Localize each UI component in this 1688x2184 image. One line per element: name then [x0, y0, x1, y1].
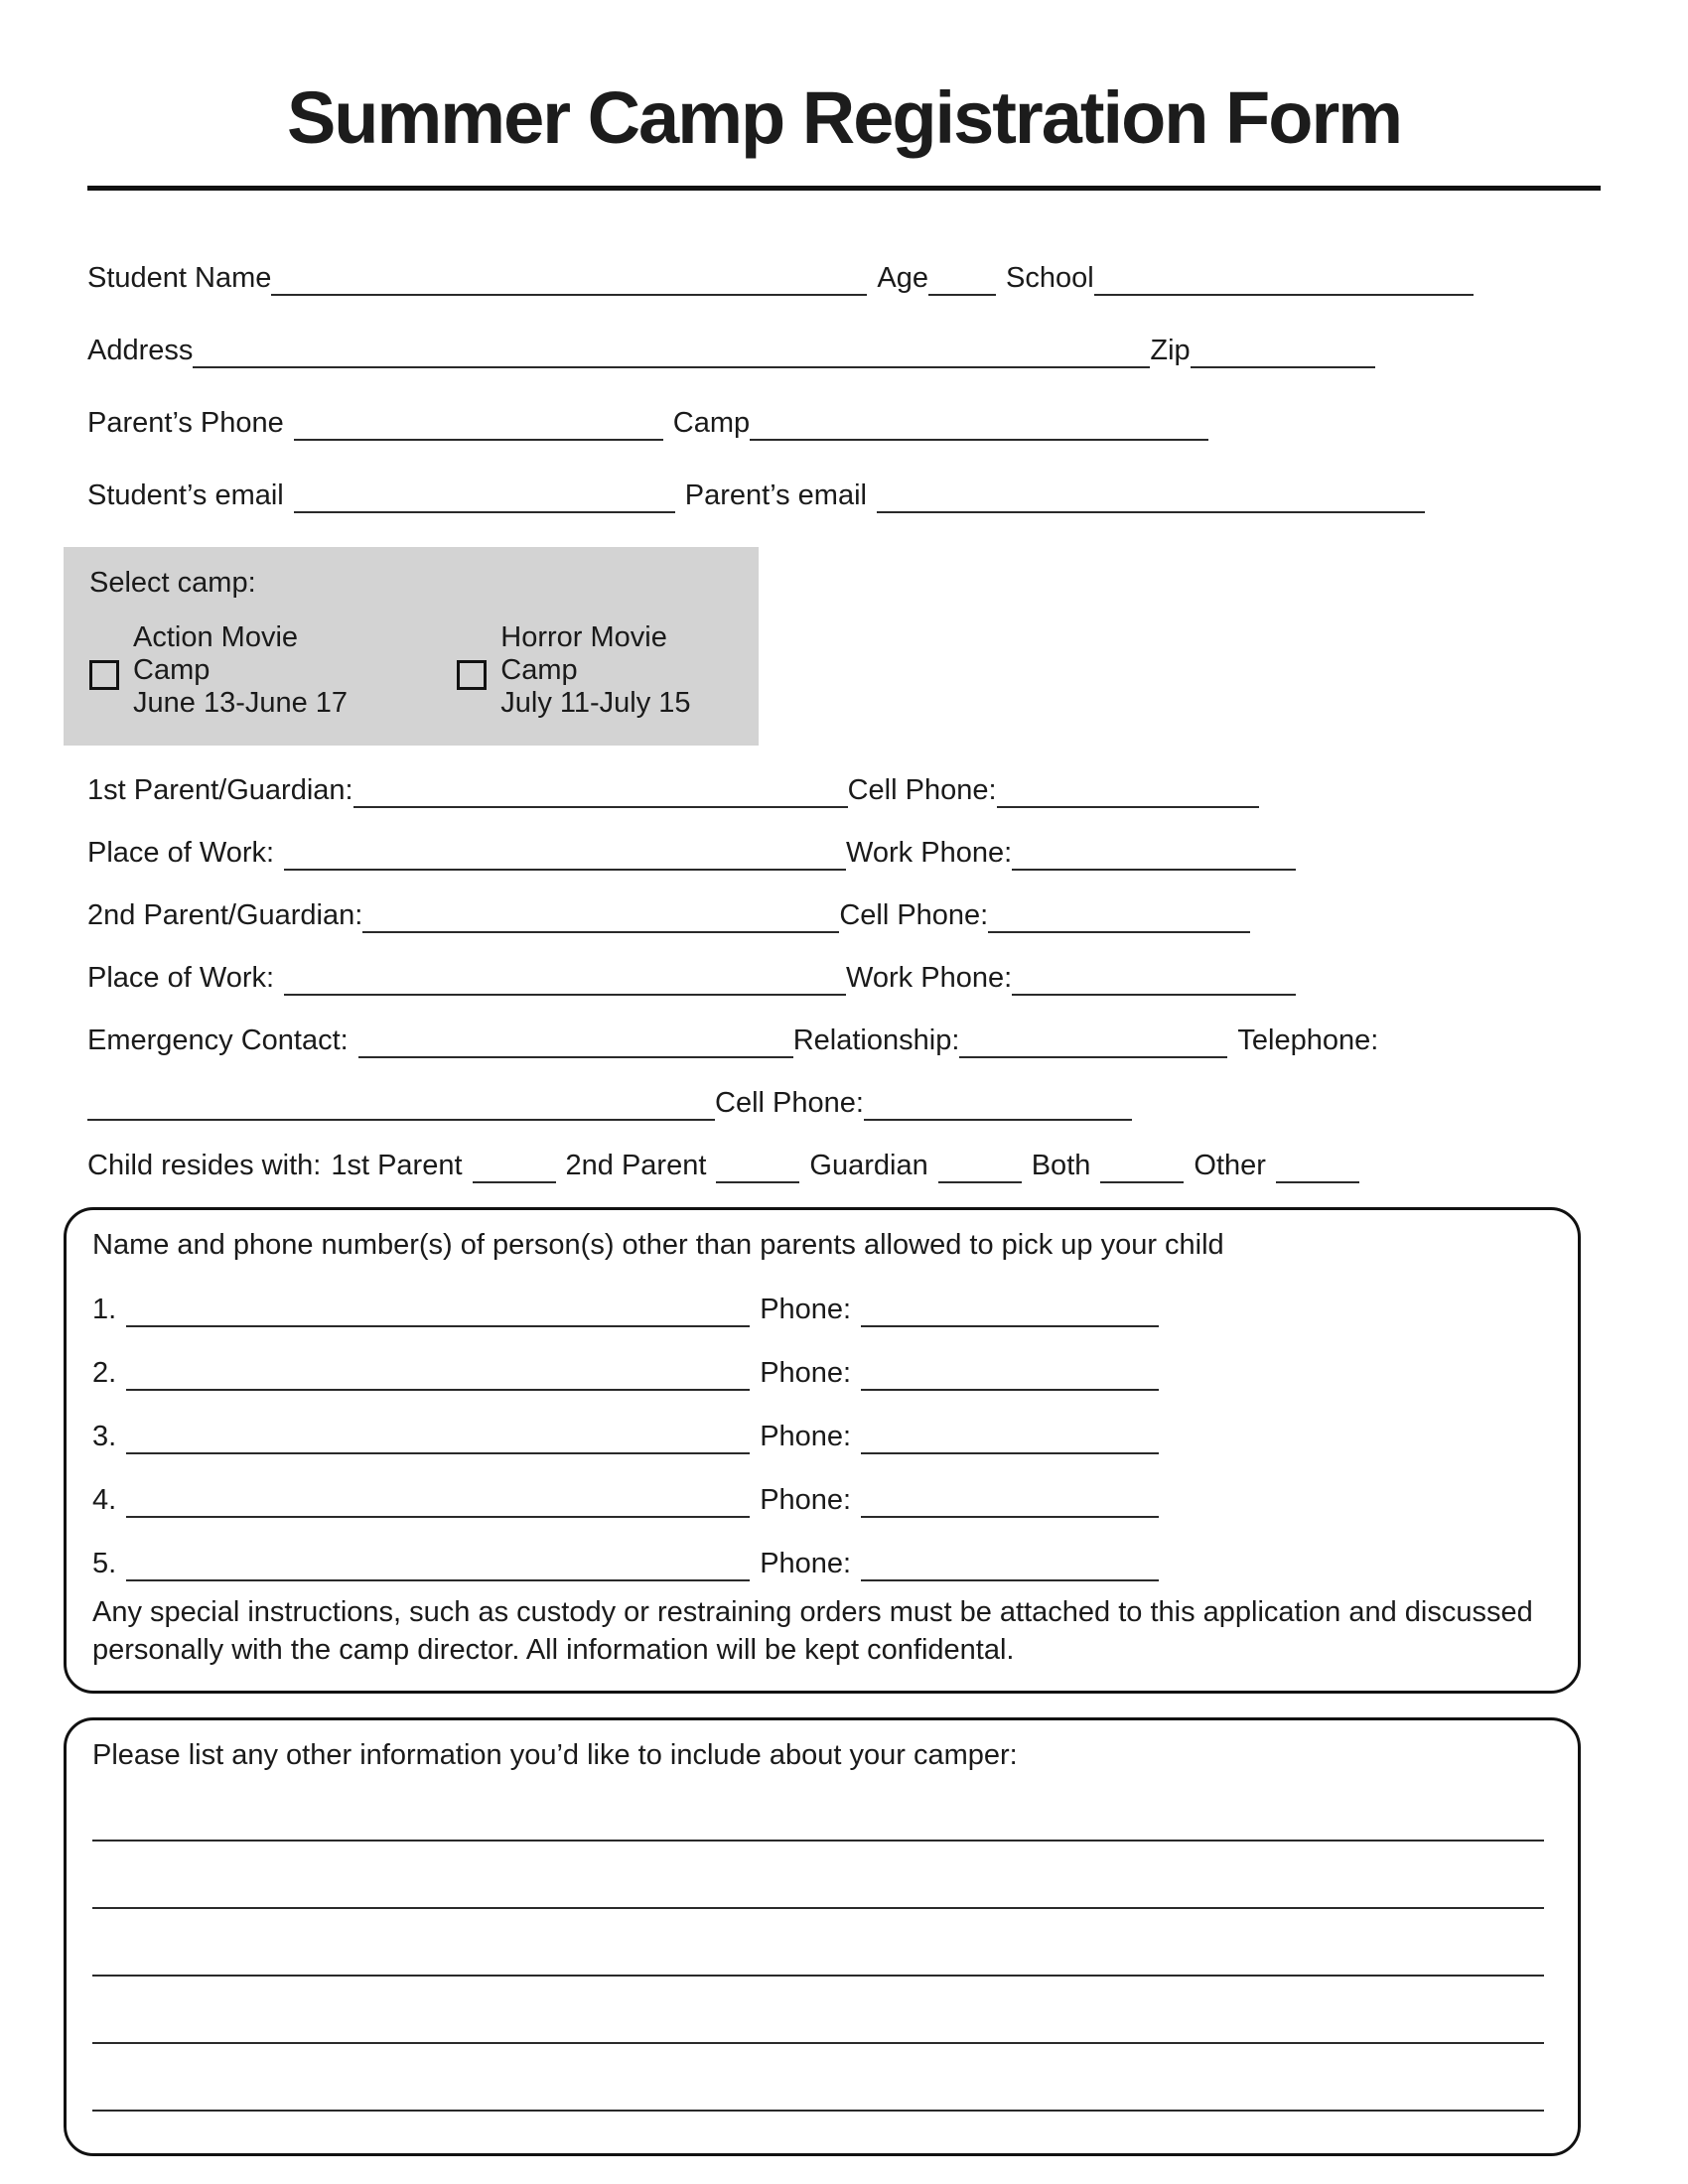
students-email-label: Student’s email — [87, 479, 284, 511]
resides-option-other: Other — [1194, 1150, 1266, 1181]
other-info-heading: Please list any other information you’d like to include about your camper: — [92, 1739, 1018, 1771]
child-resides-label: Child resides with: — [87, 1150, 322, 1181]
pickup-row-5 — [92, 1546, 1548, 1581]
pickup-phone-field-4[interactable] — [861, 1488, 1159, 1518]
parents-email-label: Parent’s email — [684, 479, 867, 511]
resides-option-first-parent: 1st Parent — [331, 1150, 463, 1181]
action-camp-dates: June 13-June 17 — [133, 687, 349, 719]
pickup-number: 3. — [92, 1421, 117, 1452]
second-place-of-work-field[interactable] — [284, 966, 846, 996]
resides-second-parent-field[interactable] — [716, 1154, 799, 1183]
pickup-row-2 — [92, 1355, 1548, 1391]
emergency-contact-row — [87, 1023, 1601, 1058]
relationship-label: Relationship: — [792, 1024, 960, 1056]
resides-option-both: Both — [1031, 1150, 1091, 1181]
emergency-cell-row — [87, 1085, 1601, 1121]
pickup-phone-field-3[interactable] — [861, 1425, 1159, 1454]
other-info-line-4[interactable] — [92, 2042, 1544, 2044]
pickup-row-3 — [92, 1419, 1548, 1454]
special-instructions-note: Any special instructions, such as custody or restraining orders must be attached to this application and discussed personally with the camp director. All information will be kept confidental. — [92, 1596, 1533, 1666]
second-work-phone-field[interactable] — [1012, 966, 1296, 996]
pickup-name-field-3[interactable] — [126, 1425, 750, 1454]
phone-label: Phone: — [760, 1421, 852, 1452]
first-work-row — [87, 835, 1601, 871]
first-guardian-row — [87, 772, 1601, 808]
second-guardian-row — [87, 897, 1601, 933]
address-field[interactable] — [193, 339, 1150, 368]
emails-row — [87, 478, 1601, 513]
select-camp-box — [64, 547, 759, 746]
parents-email-field[interactable] — [877, 483, 1425, 513]
pickup-phone-field-2[interactable] — [861, 1361, 1159, 1391]
title-divider — [87, 186, 1601, 191]
age-label: Age — [877, 262, 928, 294]
child-resides-row — [87, 1148, 1601, 1183]
first-guardian-field[interactable] — [353, 778, 848, 808]
camp-option-action[interactable] — [89, 621, 365, 720]
school-field[interactable] — [1094, 266, 1474, 296]
resides-option-guardian: Guardian — [809, 1150, 928, 1181]
resides-guardian-field[interactable] — [938, 1154, 1022, 1183]
pickup-name-field-1[interactable] — [126, 1297, 750, 1327]
action-camp-name: Action Movie Camp — [133, 621, 299, 686]
pickup-name-field-5[interactable] — [126, 1552, 750, 1581]
first-guardian-label: 1st Parent/Guardian: — [87, 774, 353, 806]
student-name-row — [87, 260, 1601, 296]
cell-phone-label: Cell Phone: — [847, 774, 997, 806]
work-phone-label: Work Phone: — [846, 837, 1013, 869]
phone-label: Phone: — [760, 1548, 852, 1579]
horror-camp-name: Horror Movie Camp — [500, 621, 667, 686]
first-work-phone-field[interactable] — [1012, 841, 1296, 871]
pickup-name-field-2[interactable] — [126, 1361, 750, 1391]
parents-phone-label: Parent’s Phone — [87, 407, 284, 439]
relationship-field[interactable] — [959, 1028, 1227, 1058]
emergency-contact-label: Emergency Contact: — [87, 1024, 349, 1056]
zip-field[interactable] — [1191, 339, 1375, 368]
second-guardian-cell-field[interactable] — [988, 903, 1250, 933]
horror-camp-checkbox[interactable] — [457, 660, 487, 690]
zip-label: Zip — [1150, 335, 1191, 366]
other-info-line-1[interactable] — [92, 1840, 1544, 1842]
work-phone-label: Work Phone: — [846, 962, 1013, 994]
select-camp-label: Select camp: — [89, 567, 256, 599]
address-label: Address — [87, 335, 194, 366]
pickup-number: 2. — [92, 1357, 117, 1389]
emergency-contact-field[interactable] — [358, 1028, 793, 1058]
camp-field[interactable] — [750, 411, 1208, 441]
camp-options — [89, 621, 735, 720]
cell-phone-label: Cell Phone: — [715, 1087, 864, 1119]
students-email-field[interactable] — [294, 483, 675, 513]
resides-option-second-parent: 2nd Parent — [565, 1150, 707, 1181]
pickup-heading: Name and phone number(s) of person(s) other than parents allowed to pick up your child — [92, 1229, 1224, 1261]
first-guardian-cell-field[interactable] — [997, 778, 1259, 808]
camp-label: Camp — [672, 407, 751, 439]
parents-phone-row — [87, 405, 1601, 441]
emergency-cell-field[interactable] — [864, 1091, 1132, 1121]
phone-label: Phone: — [760, 1357, 852, 1389]
page-title: Summer Camp Registration Form — [286, 76, 1402, 159]
telephone-label: Telephone: — [1237, 1024, 1379, 1056]
camp-option-horror[interactable] — [457, 621, 735, 720]
phone-label: Phone: — [760, 1484, 852, 1516]
student-name-label: Student Name — [87, 262, 272, 294]
pickup-name-field-4[interactable] — [126, 1488, 750, 1518]
pickup-number: 1. — [92, 1294, 117, 1325]
cell-phone-label: Cell Phone: — [839, 899, 989, 931]
other-info-line-2[interactable] — [92, 1907, 1544, 1909]
place-of-work-label: Place of Work: — [87, 837, 275, 869]
student-name-field[interactable] — [271, 266, 867, 296]
pickup-phone-field-5[interactable] — [861, 1552, 1159, 1581]
pickup-number: 5. — [92, 1548, 117, 1579]
pickup-phone-field-1[interactable] — [861, 1297, 1159, 1327]
resides-other-field[interactable] — [1276, 1154, 1359, 1183]
other-info-box — [64, 1717, 1581, 2156]
school-label: School — [1006, 262, 1094, 294]
resides-both-field[interactable] — [1100, 1154, 1184, 1183]
pickup-row-1 — [92, 1292, 1548, 1327]
pickup-row-4 — [92, 1482, 1548, 1518]
resides-first-parent-field[interactable] — [473, 1154, 556, 1183]
place-of-work-label: Place of Work: — [87, 962, 275, 994]
action-camp-checkbox[interactable] — [89, 660, 119, 690]
second-guardian-field[interactable] — [362, 903, 839, 933]
phone-label: Phone: — [760, 1294, 852, 1325]
age-field[interactable] — [928, 266, 996, 296]
other-info-line-3[interactable] — [92, 1975, 1544, 1977]
parents-phone-field[interactable] — [294, 411, 663, 441]
pickup-number: 4. — [92, 1484, 117, 1516]
horror-camp-dates: July 11-July 15 — [500, 687, 691, 719]
pickup-persons-box — [64, 1207, 1581, 1694]
address-row — [87, 333, 1601, 368]
other-info-line-5[interactable] — [92, 2110, 1544, 2112]
second-work-row — [87, 960, 1601, 996]
emergency-telephone-field[interactable] — [87, 1091, 715, 1121]
second-guardian-label: 2nd Parent/Guardian: — [87, 899, 363, 931]
first-place-of-work-field[interactable] — [284, 841, 846, 871]
